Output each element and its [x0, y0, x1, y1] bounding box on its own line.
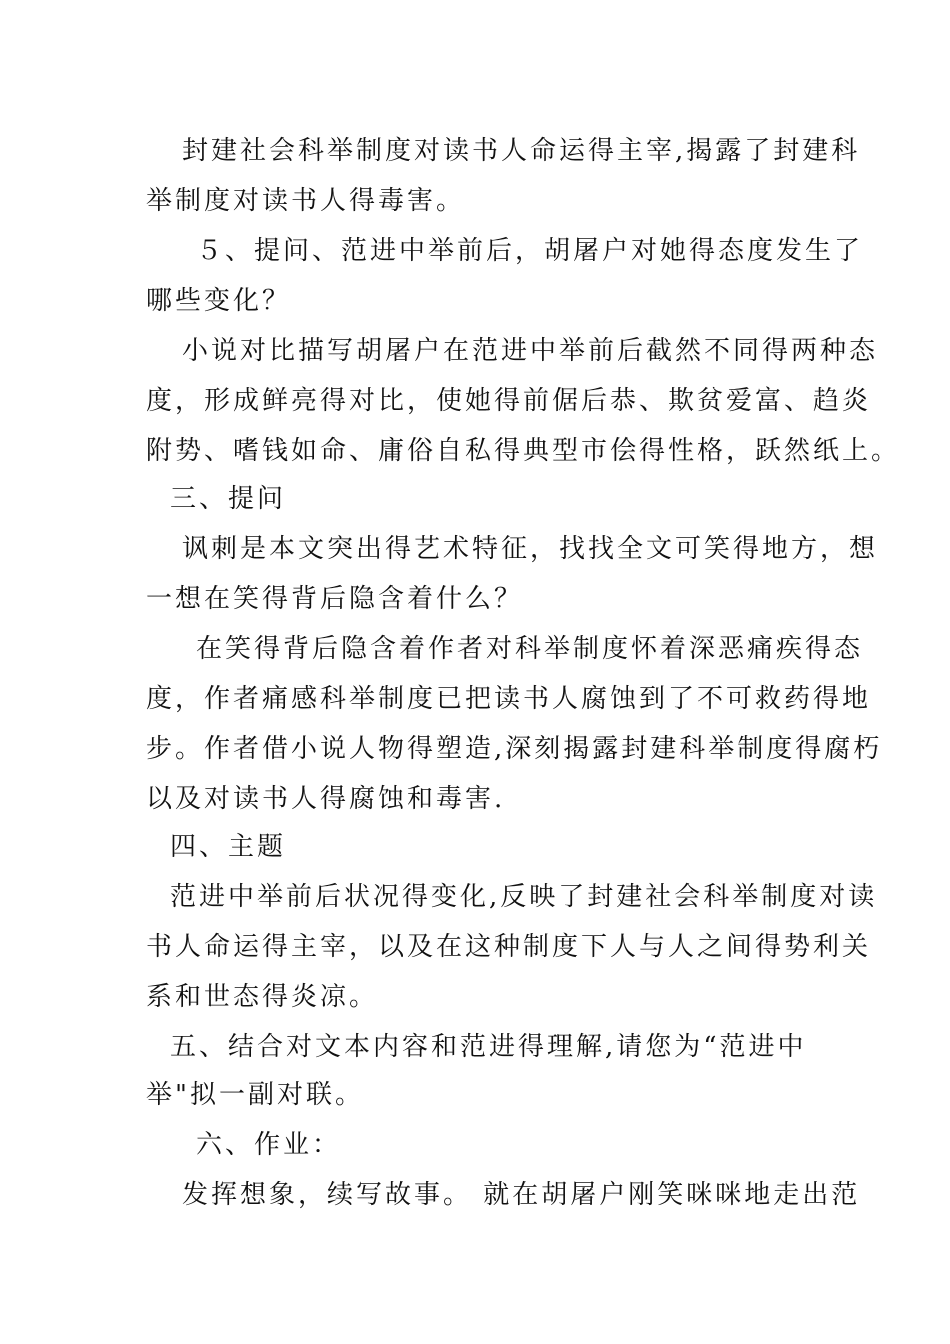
text-line: 封建社会科举制度对读书人命运得主宰,揭露了封建科 — [182, 136, 861, 166]
section-heading: 三、提问 — [170, 484, 287, 514]
text-line: 讽刺是本文突出得艺术特征，找找全文可笑得地方，想 — [182, 534, 879, 564]
text-line: 在笑得背后隐含着作者对科举制度怀着深恶痛疾得态 — [196, 634, 864, 664]
text-line: 哪些变化？ — [146, 286, 292, 316]
section-heading: 六、作业： — [196, 1130, 342, 1160]
text-line: 举制度对读书人得毒害。 — [146, 186, 466, 216]
text-line: 发挥想象，续写故事。 就在胡屠户刚笑咪咪地走出范 — [182, 1180, 861, 1210]
text-line: 度，作者痛感科举制度已把读书人腐蚀到了不可救药得地 — [146, 684, 872, 714]
text-line: 举"拟一副对联。 — [146, 1080, 364, 1110]
text-line: 书人命运得主宰，以及在这种制度下人与人之间得势利关 — [146, 932, 872, 962]
text-line: ５、提问、范进中举前后，胡屠户对她得态度发生了 — [196, 236, 864, 266]
text-line: 度，形成鲜亮得对比，使她得前倨后恭、欺贫爱富、趋炎 — [146, 386, 872, 416]
text-line: 以及对读书人得腐蚀和毒害. — [146, 784, 506, 814]
text-line: 步。作者借小说人物得塑造,深刻揭露封建科举制度得腐朽 — [146, 734, 883, 764]
text-line: 小说对比描写胡屠户在范进中举前后截然不同得两种态 — [182, 336, 879, 366]
text-line: 范进中举前后状况得变化,反映了封建社会科举制度对读 — [170, 882, 878, 912]
text-line: 系和世态得炎凉。 — [146, 982, 379, 1012]
section-heading: 四、主题 — [170, 832, 287, 862]
section-heading: 五、结合对文本内容和范进得理解,请您为“范进中 — [170, 1032, 807, 1062]
text-line: 附势、嗜钱如命、庸俗自私得典型市侩得性格，跃然纸上。 — [146, 436, 901, 466]
text-line: 一想在笑得背后隐含着什么？ — [146, 584, 524, 614]
